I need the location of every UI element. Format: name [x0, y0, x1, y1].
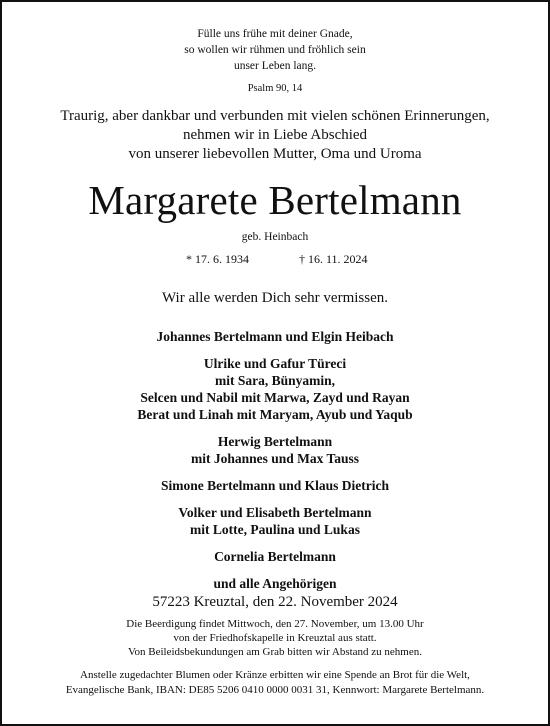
family-line: mit Sara, Bünyamin,	[214, 373, 336, 388]
family-line: Selcen und Nabil mit Marwa, Zayd und Rayan	[140, 390, 410, 405]
family-group	[2, 548, 548, 565]
family-group	[2, 328, 548, 345]
family-line: Herwig Bertelmann	[217, 434, 333, 449]
deceased-name: Margarete Bertelmann	[88, 177, 462, 223]
family-group	[2, 355, 548, 423]
family-line: Volker und Elisabeth Bertelmann	[178, 505, 372, 520]
donation-request	[2, 668, 548, 698]
donation-line: Anstelle zugedachter Blumen oder Kränze erbitten wir eine Spende an Brot für die Welt,	[80, 669, 470, 681]
family-list	[2, 328, 548, 602]
family-group	[2, 504, 548, 538]
donation-line: Evangelische Bank, IBAN: DE85 5206 0410 0000 0031 31, Kennwort: Margarete Bertelmann.	[65, 684, 485, 696]
farewell-message: Wir alle werden Dich sehr vermissen.	[162, 290, 388, 306]
family-group	[2, 575, 548, 592]
verse-line: unser Leben lang.	[233, 60, 317, 72]
bible-verse	[2, 26, 548, 74]
family-line: Berat und Linah mit Maryam, Ayub und Yaqub	[137, 407, 413, 422]
family-line: Ulrike und Gafur Türeci	[203, 356, 347, 371]
family-line: und alle Angehörigen	[213, 576, 337, 591]
family-line: mit Lotte, Paulina und Lukas	[190, 522, 360, 537]
intro-text	[2, 107, 548, 164]
funeral-details	[2, 617, 548, 659]
place-and-date: 57223 Kreuztal, den 22. November 2024	[152, 594, 398, 610]
verse-line: Fülle uns frühe mit deiner Gnade,	[197, 28, 353, 40]
intro-line: Traurig, aber dankbar und verbunden mit vielen schönen Erinnerungen,	[60, 108, 490, 124]
maiden-name: geb. Heinbach	[241, 231, 309, 243]
family-line: Cornelia Bertelmann	[214, 549, 336, 564]
family-line: mit Johannes und Max Tauss	[190, 451, 360, 466]
funeral-line: von der Friedhofskapelle in Kreuztal aus statt.	[173, 632, 377, 644]
verse-line: so wollen wir rühmen und fröhlich sein	[184, 44, 366, 56]
intro-line: von unserer liebevollen Mutter, Oma und Uroma	[128, 146, 422, 162]
death-date: † 16. 11. 2024	[299, 252, 368, 266]
birth-date: * 17. 6. 1934	[186, 252, 249, 266]
intro-line: nehmen wir in Liebe Abschied	[182, 127, 368, 143]
family-group	[2, 433, 548, 467]
family-line: Johannes Bertelmann und Elgin Heibach	[156, 329, 394, 344]
family-group	[2, 477, 548, 494]
funeral-line: Die Beerdigung findet Mittwoch, den 27. November, um 13.00 Uhr	[126, 618, 424, 630]
family-line: Simone Bertelmann und Klaus Dietrich	[160, 478, 389, 493]
verse-source: Psalm 90, 14	[247, 83, 303, 94]
funeral-line: Von Beileidsbekundungen am Grab bitten wir Abstand zu nehmen.	[128, 646, 422, 658]
